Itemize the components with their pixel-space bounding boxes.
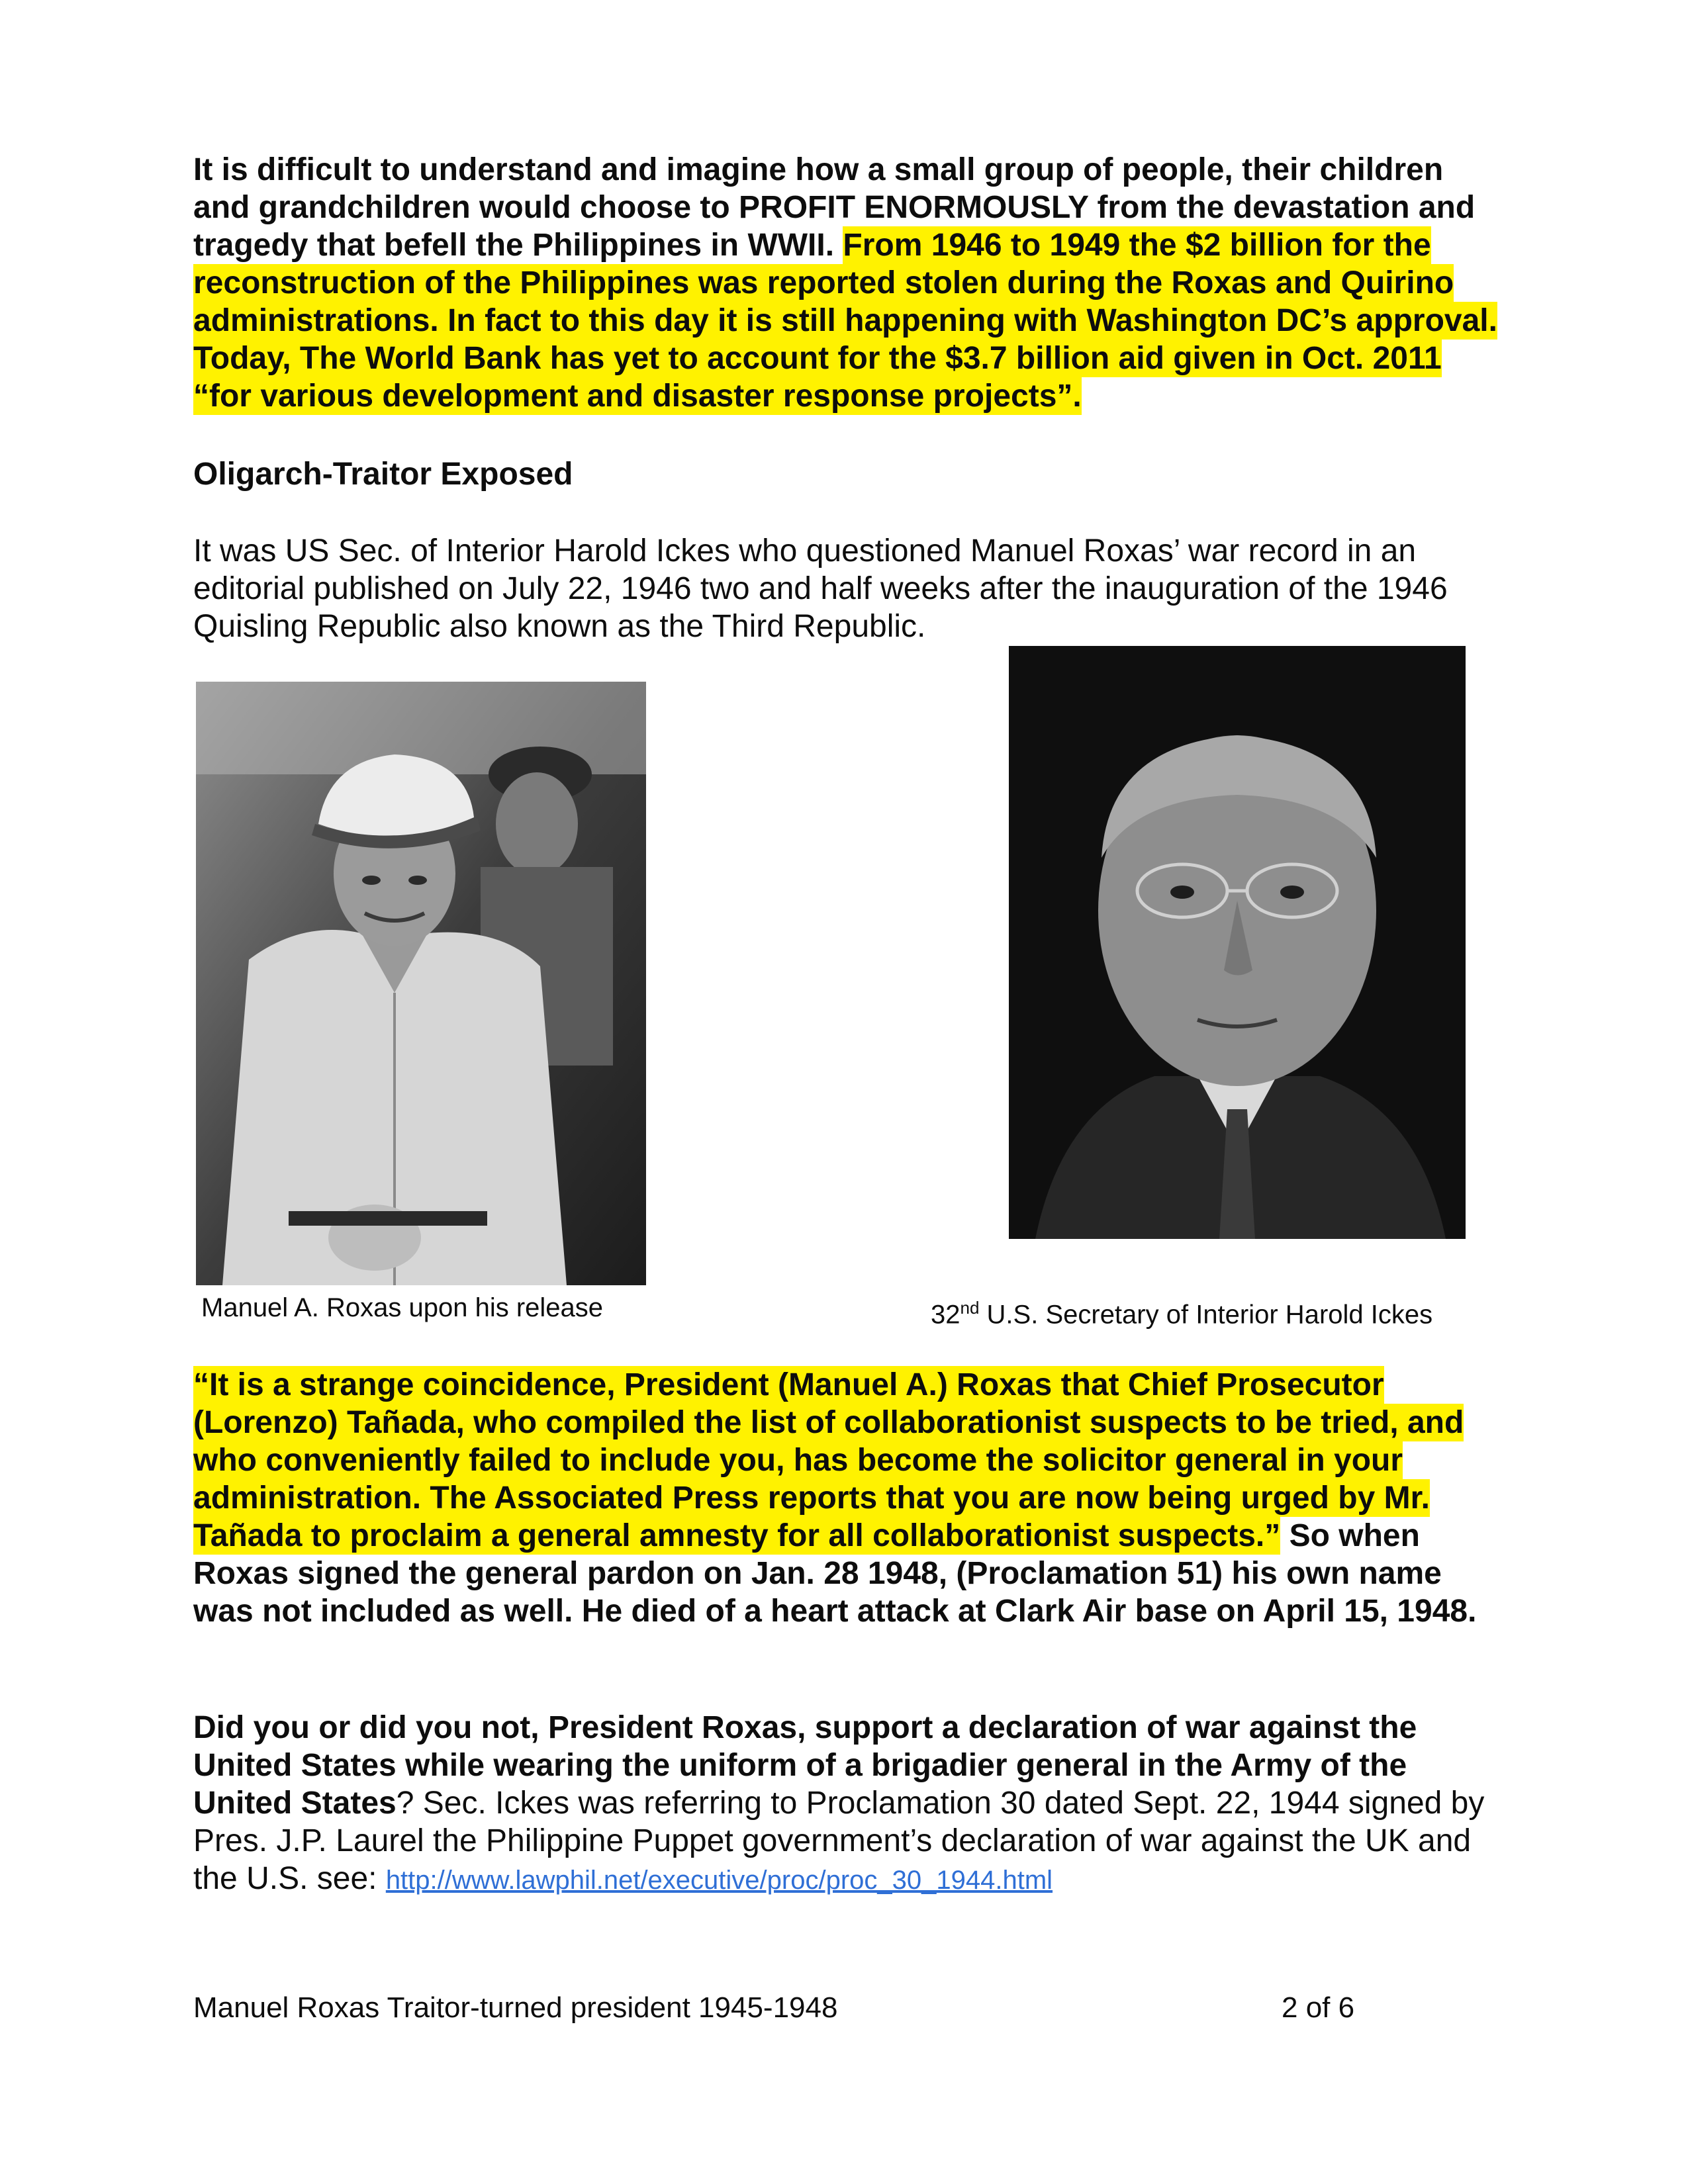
- ickes-photo: [1009, 646, 1466, 1239]
- declaration-of-war-paragraph: [193, 1709, 1504, 1899]
- ickes-photo-caption: [931, 1292, 1432, 1330]
- ickes-photo-image: [1009, 646, 1466, 1239]
- ickes-editorial-paragraph: It was US Sec. of Interior Harold Ickes who questioned Manuel Roxas’ war record in an editorial published on July 22, 1946 two and half weeks after the inauguration of the 1946 Quisling Republic also known as the Third Republic.: [193, 533, 1448, 644]
- ickes-quote-highlighted: “It is a strange coincidence, President (Manuel A.) Roxas that Chief Prosecutor (Lorenzo) Tañada, who compiled the list of collaborationist suspects to be tried, and who conveniently failed to include you, has become the solicitor general in your administration. The Associated Press reports that you are now being urged by Mr. Tañada to proclaim a general amnesty for all collaborationist suspects.”: [193, 1367, 1464, 1553]
- ickes-quote-paragraph: [193, 1366, 1491, 1630]
- proclamation-30-text: ? Sec. Ickes was referring to Proclamation 30 dated Sept. 22, 1944 signed by Pres. J.P. Laurel the Philippine Puppet government’s declaration of war against the UK and the U.S. see:: [193, 1786, 1485, 1896]
- intro-highlighted-text: From 1946 to 1949 the $2 billion for the reconstruction of the Philippines was reported stolen during the Roxas and Quirino administrations. In fact to this day it is still happening with Washington DC’s approval. Today, The World Bank has yet to account for the $3.7 billion aid given in Oct. 2011 “for various development and disaster response projects”.: [193, 228, 1497, 414]
- roxas-pardon-text: So when Roxas signed the general pardon on Jan. 28 1948, (Proclamation 51) his own name was not included as well. He died of a heart attack at Clark Air base on April 15, 1948.: [193, 1518, 1477, 1629]
- roxas-photo-image: [196, 682, 646, 1285]
- section-heading: Oligarch-Traitor Exposed: [193, 457, 573, 492]
- ickes-caption-text: U.S. Secretary of Interior Harold Ickes: [979, 1300, 1433, 1330]
- lawphil-link[interactable]: http://www.lawphil.net/executive/proc/proc_30_1944.html: [385, 1866, 1053, 1895]
- declaration-question: Did you or did you not, President Roxas, support a declaration of war against the United States while wearing the uniform of a brigadier general in the Army of the United States: [193, 1710, 1417, 1821]
- ickes-caption-superscript: nd: [960, 1298, 980, 1318]
- page-number: 2 of 6: [1282, 1991, 1355, 2024]
- footer-title: Manuel Roxas Traitor-turned president 1945-1948: [193, 1991, 838, 2024]
- roxas-photo-caption: Manuel A. Roxas upon his release: [201, 1293, 604, 1322]
- roxas-photo: [196, 682, 646, 1285]
- intro-paragraph: [193, 151, 1504, 415]
- intro-plain-text: It is difficult to understand and imagine how a small group of people, their children and grandchildren would choose to PROFIT ENORMOUSLY from the devastation and tragedy that befell the Philippines in WWII.: [193, 152, 1476, 263]
- ickes-caption-ordinal: 32: [931, 1300, 961, 1330]
